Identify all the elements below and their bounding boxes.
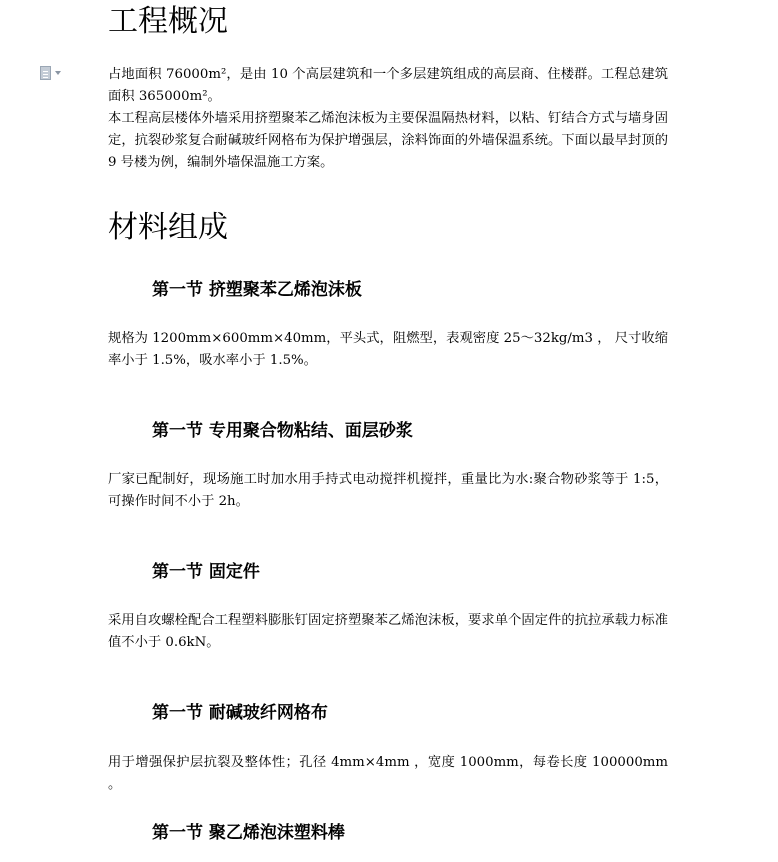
subsection-title-mesh: 第一节 耐碱玻纤网格布 — [152, 703, 328, 723]
document-icon — [40, 66, 51, 80]
section-heading-overview: 工程概况 — [108, 4, 228, 39]
subsection-text-mesh: 用于增强保护层抗裂及整体性；孔径 4mm×4mm ，宽度 1000mm，每卷长度 100000mm 。 — [108, 755, 668, 792]
subsection-title-mortar: 第一节 专用聚合物粘结、面层砂浆 — [152, 421, 413, 441]
subsection-title-foam-rod: 第一节 聚乙烯泡沫塑料棒 — [152, 823, 345, 843]
subsection-title-xps-board: 第一节 挤塑聚苯乙烯泡沫板 — [152, 280, 362, 300]
subsection-text-fasteners: 采用自攻螺栓配合工程塑料膨胀钉固定挤塑聚苯乙烯泡沫板，要求单个固定件的抗拉承载力标准值不小于 0.6kN。 — [108, 613, 668, 650]
paragraph-area: 占地面积 76000m²，是由 10 个高层建筑和一个多层建筑组成的高层商、住楼群。工程总建筑面积 365000m²。 — [108, 67, 668, 104]
document-margin-marker[interactable] — [40, 64, 70, 82]
subsection-text-xps-board: 规格为 1200mm×600mm×40mm，平头式，阻燃型，表观密度 25～32kg/m3 ， 尺寸收缩率小于 1.5%，吸水率小于 1.5%。 — [108, 331, 668, 368]
dropdown-caret-icon — [55, 71, 61, 75]
subsection-text-mortar: 厂家已配制好，现场施工时加水用手持式电动搅拌机搅拌，重量比为水:聚合物砂浆等于 1:5，可操作时间不小于 2h。 — [108, 472, 668, 509]
subsection-title-fasteners: 第一节 固定件 — [152, 562, 260, 582]
section-heading-materials: 材料组成 — [108, 210, 228, 245]
paragraph-system: 本工程高层楼体外墙采用挤塑聚苯乙烯泡沫板为主要保温隔热材料，以粘、钉结合方式与墙身固定，抗裂砂浆复合耐碱玻纤网格布为保护增强层，涂料饰面的外墙保温系统。下面以最早封顶的 9 号楼为例，编制外墙保温施工方案。 — [108, 111, 668, 170]
